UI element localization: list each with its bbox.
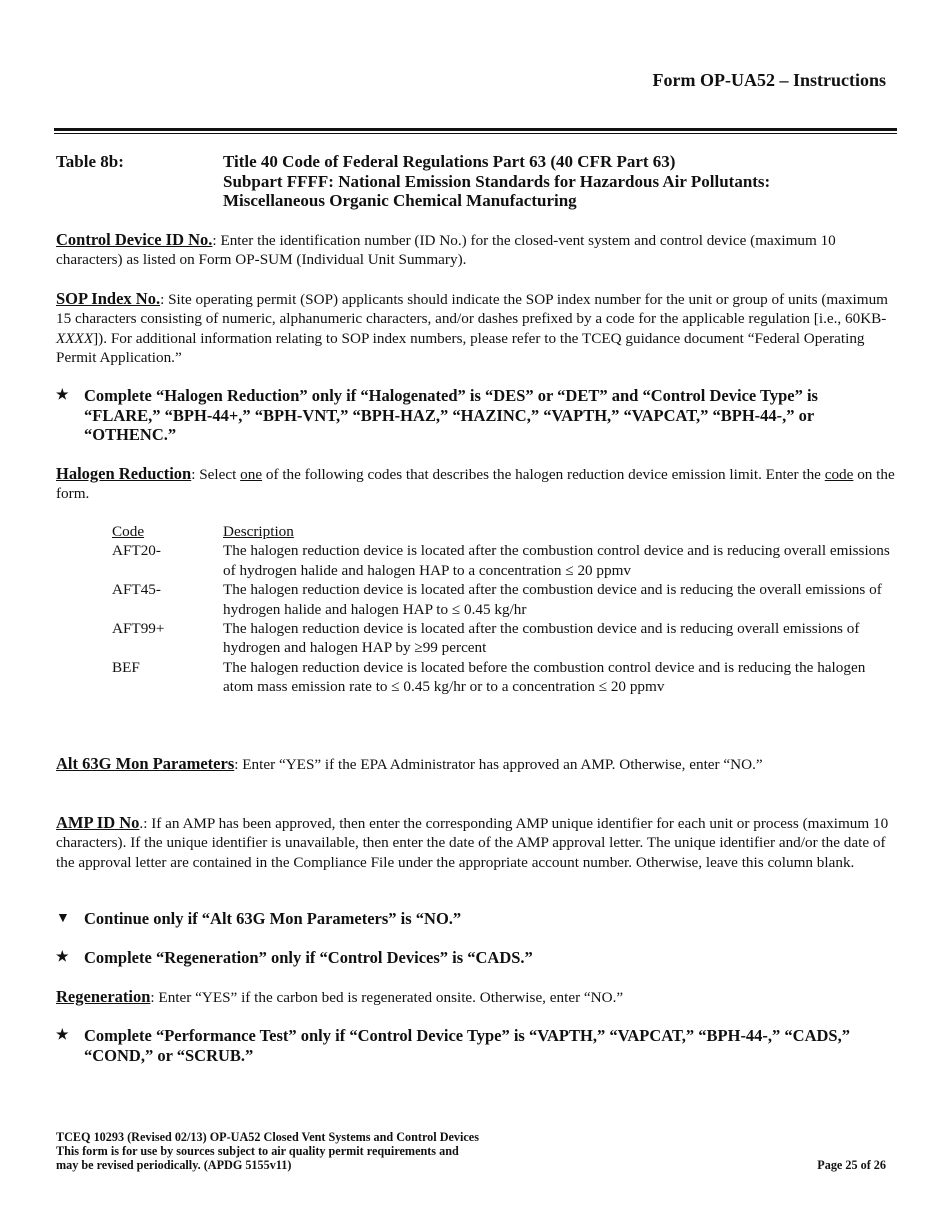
sop-index-text-a: : Site operating permit (SOP) applicants should indicate the SOP index number for the unit or group of units (maximum 15 characters consisting of numeric, alphanumeric characters, and/or dashes prefixed by a code for the applicable regulation [i.e., 60KB- (56, 291, 888, 328)
table-title-line-2: Subpart FFFF: National Emission Standards for Hazardous Air Pollutants: (223, 171, 771, 191)
description-cell: The halogen reduction device is located after the combustion device and is reducing overall emissions of hydrogen and halogen HAP by ≥99 percent (223, 620, 860, 657)
table-title-line-3: Miscellaneous Organic Chemical Manufacturing (223, 191, 577, 210)
amp-id-term: AMP ID No (56, 813, 140, 832)
description-cell: The halogen reduction device is located after the combustion control device and is reducing overall emissions of hydrogen halide and halogen HAP to a concentration ≤ 20 ppmv (223, 542, 890, 579)
table-title (223, 152, 903, 211)
table-row (112, 580, 898, 619)
halogen-reduction-term: Halogen Reduction (56, 464, 192, 483)
halogen-reduction-text-c: on the form. (56, 466, 895, 503)
description-cell: The halogen reduction device is located before the combustion control device and is reducing the halogen atom mass emission rate to ≤ 0.45 kg/hr or to a concentration ≤ 20 ppmv (223, 658, 866, 696)
sop-index-paragraph (56, 289, 898, 368)
regeneration-paragraph (56, 987, 898, 1007)
header-rule (54, 128, 897, 131)
halogen-reduction-paragraph (56, 464, 898, 504)
code-header: Code (112, 523, 145, 540)
description-header: Description (223, 523, 294, 540)
code-cell: AFT20- (112, 542, 161, 560)
table-row (112, 619, 898, 658)
alt63g-paragraph (56, 754, 898, 774)
table-row (112, 541, 898, 580)
code-cell: BEF (112, 658, 140, 676)
sop-index-term: SOP Index No. (56, 289, 161, 308)
star-icon: ★ (56, 388, 69, 403)
table-row (112, 658, 898, 697)
footer-line-2: This form is for use by sources subject to air quality permit requirements and (56, 1144, 459, 1158)
halogen-reduction-one: one (240, 466, 263, 483)
continue-bullet (56, 909, 898, 929)
regeneration-text: : Enter “YES” if the carbon bed is regenerated onsite. Otherwise, enter “NO.” (150, 989, 624, 1006)
performance-test-bullet (56, 1026, 898, 1065)
footer-line-1: TCEQ 10293 (Revised 02/13) OP-UA52 Closed Vent Systems and Control Devices (56, 1130, 479, 1144)
form-title: Form OP-UA52 – Instructions (652, 70, 886, 90)
code-cell: AFT45- (112, 581, 161, 599)
sop-index-text-b: ]). For additional information relating to SOP index numbers, please refer to the TCEQ guidance document “Federal Operating Permit Application.” (56, 329, 865, 367)
regeneration-bullet (56, 948, 898, 968)
halogen-reduction-text-a: : Select (191, 466, 241, 483)
halogen-bullet (56, 386, 898, 445)
alt63g-text: : Enter “YES” if the EPA Administrator has approved an AMP. Otherwise, enter “NO.” (234, 756, 763, 773)
table-title-line-1: Title 40 Code of Federal Regulations Part 63 (40 CFR Part 63) (223, 152, 676, 171)
halogen-bullet-text: Complete “Halogen Reduction” only if “Halogenated” is “DES” or “DET” and “Control Device Type” is “FLARE,” “BPH-44+,” “BPH-VNT,” “BPH-HAZ,” “HAZINC,” “VAPTH,” “VAPCAT,” “BPH-44-,” or “OTHENC.” (84, 386, 818, 444)
star-icon: ★ (56, 1028, 69, 1043)
performance-test-bullet-text: Complete “Performance Test” only if “Control Device Type” is “VAPTH,” “VAPCAT,” “BPH-44-,” “CADS,” “COND,” or “SCRUB.” (84, 1026, 850, 1065)
code-cell: AFT99+ (112, 620, 165, 638)
triangle-down-icon: ▼ (56, 911, 70, 926)
code-table-header (112, 522, 898, 541)
amp-id-paragraph (56, 813, 898, 872)
regeneration-term: Regeneration (56, 987, 151, 1006)
halogen-reduction-text-b: of the following codes that describes the halogen reduction device emission limit. Enter the (262, 466, 825, 483)
control-device-paragraph (56, 230, 898, 270)
footer-notice (56, 1130, 479, 1172)
halogen-reduction-code: code (824, 466, 854, 483)
page-number: Page 25 of 26 (817, 1158, 886, 1172)
regeneration-bullet-text: Complete “Regeneration” only if “Control Devices” is “CADS.” (84, 948, 533, 967)
amp-id-text: .: If an AMP has been approved, then enter the corresponding AMP unique identifier for each unit or process (maximum 10 characters). If the unique identifier is unavailable, then enter the date of the AMP approval letter. The unique identifier and/or the date of the approval letter are contained in the Compliance File under the appropriate account number. Otherwise, leave this column blank. (56, 815, 889, 871)
star-icon: ★ (56, 950, 69, 965)
header-rule-thin (54, 133, 897, 134)
description-cell: The halogen reduction device is located after the combustion device and is reducing the overall emissions of hydrogen halide and halogen HAP to ≤ 0.45 kg/hr (223, 581, 882, 618)
table-label: Table 8b: (56, 152, 124, 171)
control-device-term: Control Device ID No. (56, 230, 213, 249)
sop-index-text-italic: XXXX (56, 329, 94, 347)
footer-line-3: may be revised periodically. (APDG 5155v11) (56, 1158, 292, 1172)
continue-bullet-text: Continue only if “Alt 63G Mon Parameters” is “NO.” (84, 909, 462, 928)
control-device-text: : Enter the identification number (ID No.) for the closed-vent system and control device (maximum 10 characters) as listed on Form OP-SUM (Individual Unit Summary). (56, 232, 836, 269)
alt63g-term: Alt 63G Mon Parameters (56, 754, 235, 773)
halogen-code-table (112, 522, 898, 697)
